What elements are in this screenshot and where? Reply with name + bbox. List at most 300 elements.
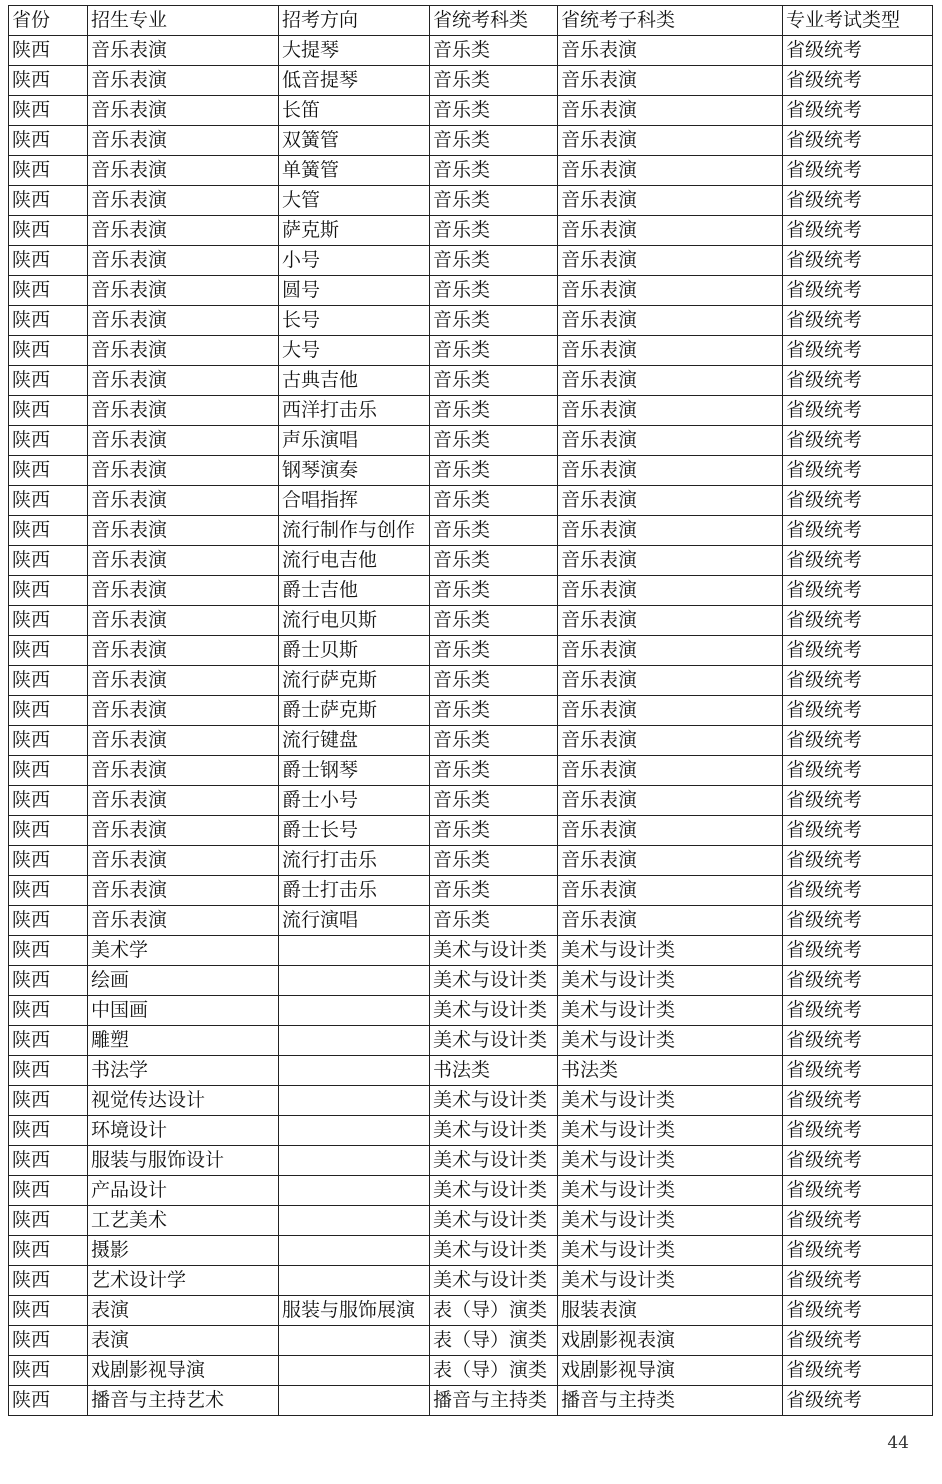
table-row bbox=[9, 786, 933, 816]
cell-direction: 爵士贝斯 bbox=[279, 636, 430, 666]
cell-direction: 爵士打击乐 bbox=[279, 876, 430, 906]
cell-province: 陕西 bbox=[9, 666, 88, 696]
table-row bbox=[9, 576, 933, 606]
cell-exam-category: 书法类 bbox=[430, 1056, 558, 1086]
table-row bbox=[9, 456, 933, 486]
cell-exam-type: 省级统考 bbox=[783, 1266, 933, 1296]
cell-major: 环境设计 bbox=[88, 1116, 279, 1146]
cell-exam-category: 音乐类 bbox=[430, 636, 558, 666]
cell-province: 陕西 bbox=[9, 996, 88, 1026]
cell-exam-category: 音乐类 bbox=[430, 606, 558, 636]
cell-major: 音乐表演 bbox=[88, 816, 279, 846]
cell-major: 音乐表演 bbox=[88, 306, 279, 336]
cell-major: 音乐表演 bbox=[88, 336, 279, 366]
cell-exam-subcategory: 音乐表演 bbox=[558, 426, 783, 456]
cell-province: 陕西 bbox=[9, 606, 88, 636]
cell-direction bbox=[279, 1086, 430, 1116]
cell-exam-category: 音乐类 bbox=[430, 816, 558, 846]
cell-exam-subcategory: 戏剧影视表演 bbox=[558, 1326, 783, 1356]
cell-direction: 流行演唱 bbox=[279, 906, 430, 936]
cell-direction: 长笛 bbox=[279, 96, 430, 126]
cell-exam-type: 省级统考 bbox=[783, 1236, 933, 1266]
cell-province: 陕西 bbox=[9, 966, 88, 996]
cell-major: 音乐表演 bbox=[88, 726, 279, 756]
cell-exam-type: 省级统考 bbox=[783, 1326, 933, 1356]
cell-exam-category: 音乐类 bbox=[430, 186, 558, 216]
cell-exam-category: 音乐类 bbox=[430, 366, 558, 396]
cell-exam-subcategory: 音乐表演 bbox=[558, 156, 783, 186]
table-row bbox=[9, 546, 933, 576]
cell-province: 陕西 bbox=[9, 1356, 88, 1386]
cell-exam-subcategory: 音乐表演 bbox=[558, 96, 783, 126]
cell-exam-type: 省级统考 bbox=[783, 1026, 933, 1056]
header-major: 招生专业 bbox=[88, 6, 279, 36]
cell-direction bbox=[279, 1026, 430, 1056]
table-row bbox=[9, 876, 933, 906]
cell-direction bbox=[279, 966, 430, 996]
cell-exam-subcategory: 播音与主持类 bbox=[558, 1386, 783, 1416]
cell-exam-category: 音乐类 bbox=[430, 546, 558, 576]
cell-exam-subcategory: 音乐表演 bbox=[558, 606, 783, 636]
cell-exam-type: 省级统考 bbox=[783, 726, 933, 756]
cell-exam-category: 美术与设计类 bbox=[430, 936, 558, 966]
cell-major: 产品设计 bbox=[88, 1176, 279, 1206]
cell-exam-subcategory: 音乐表演 bbox=[558, 576, 783, 606]
table-row bbox=[9, 816, 933, 846]
table-row bbox=[9, 966, 933, 996]
cell-exam-subcategory: 书法类 bbox=[558, 1056, 783, 1086]
cell-exam-type: 省级统考 bbox=[783, 846, 933, 876]
cell-exam-subcategory: 音乐表演 bbox=[558, 636, 783, 666]
cell-direction bbox=[279, 1386, 430, 1416]
cell-direction: 合唱指挥 bbox=[279, 486, 430, 516]
cell-province: 陕西 bbox=[9, 696, 88, 726]
table-row bbox=[9, 306, 933, 336]
cell-exam-type: 省级统考 bbox=[783, 306, 933, 336]
cell-exam-type: 省级统考 bbox=[783, 1386, 933, 1416]
cell-exam-subcategory: 美术与设计类 bbox=[558, 1146, 783, 1176]
cell-major: 音乐表演 bbox=[88, 666, 279, 696]
cell-major: 音乐表演 bbox=[88, 366, 279, 396]
table-row bbox=[9, 846, 933, 876]
cell-exam-type: 省级统考 bbox=[783, 816, 933, 846]
cell-major: 艺术设计学 bbox=[88, 1266, 279, 1296]
cell-exam-category: 美术与设计类 bbox=[430, 1176, 558, 1206]
cell-exam-type: 省级统考 bbox=[783, 96, 933, 126]
cell-major: 音乐表演 bbox=[88, 66, 279, 96]
cell-province: 陕西 bbox=[9, 66, 88, 96]
table-row bbox=[9, 726, 933, 756]
cell-direction: 爵士小号 bbox=[279, 786, 430, 816]
cell-major: 视觉传达设计 bbox=[88, 1086, 279, 1116]
table-row bbox=[9, 486, 933, 516]
cell-province: 陕西 bbox=[9, 1206, 88, 1236]
table-row bbox=[9, 1386, 933, 1416]
cell-province: 陕西 bbox=[9, 846, 88, 876]
cell-exam-type: 省级统考 bbox=[783, 546, 933, 576]
cell-exam-category: 音乐类 bbox=[430, 66, 558, 96]
cell-exam-category: 音乐类 bbox=[430, 846, 558, 876]
cell-major: 音乐表演 bbox=[88, 426, 279, 456]
cell-exam-category: 音乐类 bbox=[430, 126, 558, 156]
cell-major: 音乐表演 bbox=[88, 486, 279, 516]
table-row bbox=[9, 1356, 933, 1386]
cell-exam-type: 省级统考 bbox=[783, 576, 933, 606]
cell-direction: 爵士钢琴 bbox=[279, 756, 430, 786]
cell-major: 音乐表演 bbox=[88, 546, 279, 576]
cell-exam-category: 音乐类 bbox=[430, 726, 558, 756]
table-row bbox=[9, 1206, 933, 1236]
table-row bbox=[9, 606, 933, 636]
cell-exam-type: 省级统考 bbox=[783, 1146, 933, 1176]
cell-province: 陕西 bbox=[9, 906, 88, 936]
cell-exam-subcategory: 音乐表演 bbox=[558, 246, 783, 276]
cell-exam-category: 音乐类 bbox=[430, 36, 558, 66]
cell-direction: 服装与服饰展演 bbox=[279, 1296, 430, 1326]
cell-exam-type: 省级统考 bbox=[783, 1356, 933, 1386]
cell-direction: 长号 bbox=[279, 306, 430, 336]
cell-province: 陕西 bbox=[9, 636, 88, 666]
cell-direction: 钢琴演奏 bbox=[279, 456, 430, 486]
table-row bbox=[9, 1296, 933, 1326]
cell-exam-subcategory: 音乐表演 bbox=[558, 396, 783, 426]
table-row bbox=[9, 906, 933, 936]
cell-direction: 单簧管 bbox=[279, 156, 430, 186]
header-row bbox=[9, 6, 933, 36]
cell-direction: 流行萨克斯 bbox=[279, 666, 430, 696]
cell-exam-category: 音乐类 bbox=[430, 306, 558, 336]
cell-exam-type: 省级统考 bbox=[783, 426, 933, 456]
table-row bbox=[9, 216, 933, 246]
cell-direction: 大提琴 bbox=[279, 36, 430, 66]
cell-exam-category: 音乐类 bbox=[430, 336, 558, 366]
table-row bbox=[9, 246, 933, 276]
cell-exam-category: 美术与设计类 bbox=[430, 996, 558, 1026]
cell-exam-category: 音乐类 bbox=[430, 906, 558, 936]
cell-exam-subcategory: 音乐表演 bbox=[558, 36, 783, 66]
cell-direction: 爵士吉他 bbox=[279, 576, 430, 606]
cell-exam-category: 美术与设计类 bbox=[430, 1206, 558, 1236]
cell-exam-type: 省级统考 bbox=[783, 936, 933, 966]
cell-major: 音乐表演 bbox=[88, 36, 279, 66]
cell-major: 音乐表演 bbox=[88, 846, 279, 876]
cell-exam-subcategory: 音乐表演 bbox=[558, 786, 783, 816]
cell-province: 陕西 bbox=[9, 216, 88, 246]
cell-major: 绘画 bbox=[88, 966, 279, 996]
cell-major: 音乐表演 bbox=[88, 276, 279, 306]
cell-exam-subcategory: 戏剧影视导演 bbox=[558, 1356, 783, 1386]
table-row bbox=[9, 276, 933, 306]
cell-exam-subcategory: 美术与设计类 bbox=[558, 966, 783, 996]
cell-exam-category: 音乐类 bbox=[430, 876, 558, 906]
cell-direction: 双簧管 bbox=[279, 126, 430, 156]
cell-exam-type: 省级统考 bbox=[783, 876, 933, 906]
cell-exam-category: 音乐类 bbox=[430, 426, 558, 456]
cell-exam-type: 省级统考 bbox=[783, 606, 933, 636]
table-row bbox=[9, 996, 933, 1026]
cell-province: 陕西 bbox=[9, 516, 88, 546]
cell-exam-category: 音乐类 bbox=[430, 576, 558, 606]
cell-exam-category: 音乐类 bbox=[430, 396, 558, 426]
table-row bbox=[9, 1146, 933, 1176]
cell-exam-category: 播音与主持类 bbox=[430, 1386, 558, 1416]
cell-province: 陕西 bbox=[9, 1026, 88, 1056]
cell-province: 陕西 bbox=[9, 126, 88, 156]
cell-exam-subcategory: 音乐表演 bbox=[558, 486, 783, 516]
cell-exam-subcategory: 音乐表演 bbox=[558, 546, 783, 576]
cell-province: 陕西 bbox=[9, 186, 88, 216]
header-exam-subcategory: 省统考子科类 bbox=[558, 6, 783, 36]
cell-exam-subcategory: 音乐表演 bbox=[558, 456, 783, 486]
cell-direction bbox=[279, 996, 430, 1026]
cell-province: 陕西 bbox=[9, 306, 88, 336]
cell-exam-type: 省级统考 bbox=[783, 636, 933, 666]
cell-exam-category: 表（导）演类 bbox=[430, 1356, 558, 1386]
cell-direction: 爵士萨克斯 bbox=[279, 696, 430, 726]
table-row bbox=[9, 1176, 933, 1206]
cell-exam-type: 省级统考 bbox=[783, 696, 933, 726]
cell-direction: 声乐演唱 bbox=[279, 426, 430, 456]
cell-exam-subcategory: 音乐表演 bbox=[558, 666, 783, 696]
cell-major: 音乐表演 bbox=[88, 756, 279, 786]
cell-direction: 大号 bbox=[279, 336, 430, 366]
cell-exam-subcategory: 音乐表演 bbox=[558, 66, 783, 96]
table-body bbox=[9, 36, 933, 1416]
header-direction: 招考方向 bbox=[279, 6, 430, 36]
table-row bbox=[9, 156, 933, 186]
cell-major: 工艺美术 bbox=[88, 1206, 279, 1236]
cell-direction: 流行键盘 bbox=[279, 726, 430, 756]
table-row bbox=[9, 1236, 933, 1266]
cell-exam-type: 省级统考 bbox=[783, 1206, 933, 1236]
cell-exam-type: 省级统考 bbox=[783, 66, 933, 96]
cell-exam-type: 省级统考 bbox=[783, 1296, 933, 1326]
cell-direction: 流行制作与创作 bbox=[279, 516, 430, 546]
cell-exam-subcategory: 音乐表演 bbox=[558, 696, 783, 726]
cell-exam-type: 省级统考 bbox=[783, 516, 933, 546]
cell-major: 音乐表演 bbox=[88, 126, 279, 156]
cell-exam-type: 省级统考 bbox=[783, 396, 933, 426]
cell-province: 陕西 bbox=[9, 1296, 88, 1326]
cell-major: 音乐表演 bbox=[88, 186, 279, 216]
cell-major: 音乐表演 bbox=[88, 906, 279, 936]
cell-exam-subcategory: 美术与设计类 bbox=[558, 1266, 783, 1296]
table-row bbox=[9, 516, 933, 546]
cell-province: 陕西 bbox=[9, 1386, 88, 1416]
cell-exam-subcategory: 美术与设计类 bbox=[558, 1176, 783, 1206]
cell-major: 音乐表演 bbox=[88, 636, 279, 666]
cell-exam-subcategory: 美术与设计类 bbox=[558, 1086, 783, 1116]
cell-major: 表演 bbox=[88, 1296, 279, 1326]
cell-province: 陕西 bbox=[9, 396, 88, 426]
cell-major: 音乐表演 bbox=[88, 576, 279, 606]
cell-exam-category: 音乐类 bbox=[430, 486, 558, 516]
table-row bbox=[9, 36, 933, 66]
cell-exam-subcategory: 音乐表演 bbox=[558, 756, 783, 786]
cell-major: 音乐表演 bbox=[88, 786, 279, 816]
header-exam-type: 专业考试类型 bbox=[783, 6, 933, 36]
cell-province: 陕西 bbox=[9, 1326, 88, 1356]
cell-province: 陕西 bbox=[9, 486, 88, 516]
cell-exam-type: 省级统考 bbox=[783, 486, 933, 516]
cell-exam-category: 音乐类 bbox=[430, 456, 558, 486]
cell-exam-type: 省级统考 bbox=[783, 216, 933, 246]
table-row bbox=[9, 366, 933, 396]
table-row bbox=[9, 696, 933, 726]
table-row bbox=[9, 756, 933, 786]
cell-exam-subcategory: 音乐表演 bbox=[558, 876, 783, 906]
cell-exam-subcategory: 音乐表演 bbox=[558, 906, 783, 936]
cell-major: 音乐表演 bbox=[88, 606, 279, 636]
cell-exam-subcategory: 音乐表演 bbox=[558, 126, 783, 156]
cell-major: 音乐表演 bbox=[88, 516, 279, 546]
cell-exam-category: 音乐类 bbox=[430, 786, 558, 816]
cell-province: 陕西 bbox=[9, 456, 88, 486]
cell-province: 陕西 bbox=[9, 1146, 88, 1176]
cell-province: 陕西 bbox=[9, 816, 88, 846]
cell-exam-category: 音乐类 bbox=[430, 756, 558, 786]
cell-exam-subcategory: 音乐表演 bbox=[558, 366, 783, 396]
cell-exam-category: 音乐类 bbox=[430, 516, 558, 546]
cell-province: 陕西 bbox=[9, 336, 88, 366]
cell-major: 摄影 bbox=[88, 1236, 279, 1266]
cell-direction: 萨克斯 bbox=[279, 216, 430, 246]
cell-direction: 圆号 bbox=[279, 276, 430, 306]
cell-province: 陕西 bbox=[9, 726, 88, 756]
cell-exam-subcategory: 音乐表演 bbox=[558, 186, 783, 216]
cell-exam-type: 省级统考 bbox=[783, 156, 933, 186]
cell-exam-subcategory: 美术与设计类 bbox=[558, 936, 783, 966]
cell-exam-category: 美术与设计类 bbox=[430, 1026, 558, 1056]
cell-province: 陕西 bbox=[9, 366, 88, 396]
cell-exam-category: 音乐类 bbox=[430, 666, 558, 696]
cell-exam-subcategory: 美术与设计类 bbox=[558, 996, 783, 1026]
cell-direction: 流行电贝斯 bbox=[279, 606, 430, 636]
cell-direction: 大管 bbox=[279, 186, 430, 216]
table-row bbox=[9, 1026, 933, 1056]
cell-exam-category: 美术与设计类 bbox=[430, 1116, 558, 1146]
cell-province: 陕西 bbox=[9, 1056, 88, 1086]
cell-exam-category: 音乐类 bbox=[430, 216, 558, 246]
cell-exam-subcategory: 美术与设计类 bbox=[558, 1116, 783, 1146]
cell-major: 播音与主持艺术 bbox=[88, 1386, 279, 1416]
cell-direction: 西洋打击乐 bbox=[279, 396, 430, 426]
cell-major: 音乐表演 bbox=[88, 246, 279, 276]
cell-direction bbox=[279, 1326, 430, 1356]
cell-major: 音乐表演 bbox=[88, 216, 279, 246]
cell-exam-category: 音乐类 bbox=[430, 696, 558, 726]
cell-exam-category: 表（导）演类 bbox=[430, 1326, 558, 1356]
cell-exam-type: 省级统考 bbox=[783, 906, 933, 936]
cell-exam-type: 省级统考 bbox=[783, 366, 933, 396]
cell-major: 音乐表演 bbox=[88, 396, 279, 426]
cell-major: 音乐表演 bbox=[88, 696, 279, 726]
cell-exam-subcategory: 音乐表演 bbox=[558, 216, 783, 246]
cell-exam-category: 音乐类 bbox=[430, 96, 558, 126]
cell-province: 陕西 bbox=[9, 96, 88, 126]
cell-direction: 低音提琴 bbox=[279, 66, 430, 96]
cell-exam-subcategory: 音乐表演 bbox=[558, 846, 783, 876]
cell-direction: 流行电吉他 bbox=[279, 546, 430, 576]
cell-exam-type: 省级统考 bbox=[783, 666, 933, 696]
cell-province: 陕西 bbox=[9, 576, 88, 606]
cell-exam-category: 美术与设计类 bbox=[430, 966, 558, 996]
cell-province: 陕西 bbox=[9, 426, 88, 456]
cell-exam-category: 美术与设计类 bbox=[430, 1086, 558, 1116]
table-row bbox=[9, 1116, 933, 1146]
table-row bbox=[9, 186, 933, 216]
table-row bbox=[9, 936, 933, 966]
table-row bbox=[9, 426, 933, 456]
table-row bbox=[9, 336, 933, 366]
cell-exam-subcategory: 音乐表演 bbox=[558, 816, 783, 846]
cell-exam-type: 省级统考 bbox=[783, 756, 933, 786]
cell-province: 陕西 bbox=[9, 1176, 88, 1206]
cell-exam-subcategory: 音乐表演 bbox=[558, 276, 783, 306]
cell-exam-subcategory: 音乐表演 bbox=[558, 516, 783, 546]
cell-province: 陕西 bbox=[9, 156, 88, 186]
cell-major: 美术学 bbox=[88, 936, 279, 966]
cell-exam-subcategory: 服装表演 bbox=[558, 1296, 783, 1326]
admissions-table bbox=[8, 5, 933, 1416]
cell-direction: 小号 bbox=[279, 246, 430, 276]
cell-exam-category: 美术与设计类 bbox=[430, 1266, 558, 1296]
cell-exam-category: 美术与设计类 bbox=[430, 1146, 558, 1176]
cell-major: 中国画 bbox=[88, 996, 279, 1026]
cell-exam-type: 省级统考 bbox=[783, 1056, 933, 1086]
cell-direction bbox=[279, 936, 430, 966]
cell-exam-subcategory: 美术与设计类 bbox=[558, 1206, 783, 1236]
cell-exam-subcategory: 音乐表演 bbox=[558, 306, 783, 336]
cell-exam-category: 音乐类 bbox=[430, 246, 558, 276]
cell-exam-subcategory: 美术与设计类 bbox=[558, 1236, 783, 1266]
cell-exam-type: 省级统考 bbox=[783, 966, 933, 996]
cell-exam-type: 省级统考 bbox=[783, 36, 933, 66]
cell-exam-category: 音乐类 bbox=[430, 156, 558, 186]
cell-province: 陕西 bbox=[9, 1266, 88, 1296]
table-row bbox=[9, 666, 933, 696]
header-province: 省份 bbox=[9, 6, 88, 36]
table-row bbox=[9, 1086, 933, 1116]
cell-major: 雕塑 bbox=[88, 1026, 279, 1056]
cell-direction bbox=[279, 1146, 430, 1176]
cell-province: 陕西 bbox=[9, 876, 88, 906]
cell-exam-subcategory: 美术与设计类 bbox=[558, 1026, 783, 1056]
cell-major: 戏剧影视导演 bbox=[88, 1356, 279, 1386]
cell-exam-type: 省级统考 bbox=[783, 1116, 933, 1146]
cell-exam-type: 省级统考 bbox=[783, 1176, 933, 1206]
cell-exam-type: 省级统考 bbox=[783, 246, 933, 276]
cell-province: 陕西 bbox=[9, 936, 88, 966]
table-row bbox=[9, 1326, 933, 1356]
table-row bbox=[9, 96, 933, 126]
cell-exam-type: 省级统考 bbox=[783, 276, 933, 306]
cell-exam-type: 省级统考 bbox=[783, 456, 933, 486]
cell-major: 书法学 bbox=[88, 1056, 279, 1086]
cell-direction bbox=[279, 1056, 430, 1086]
cell-exam-category: 表（导）演类 bbox=[430, 1296, 558, 1326]
cell-exam-type: 省级统考 bbox=[783, 186, 933, 216]
cell-exam-type: 省级统考 bbox=[783, 126, 933, 156]
cell-direction bbox=[279, 1176, 430, 1206]
cell-province: 陕西 bbox=[9, 1086, 88, 1116]
cell-exam-category: 音乐类 bbox=[430, 276, 558, 306]
table-row bbox=[9, 1056, 933, 1086]
cell-major: 音乐表演 bbox=[88, 876, 279, 906]
table-row bbox=[9, 66, 933, 96]
cell-exam-type: 省级统考 bbox=[783, 336, 933, 366]
cell-province: 陕西 bbox=[9, 246, 88, 276]
